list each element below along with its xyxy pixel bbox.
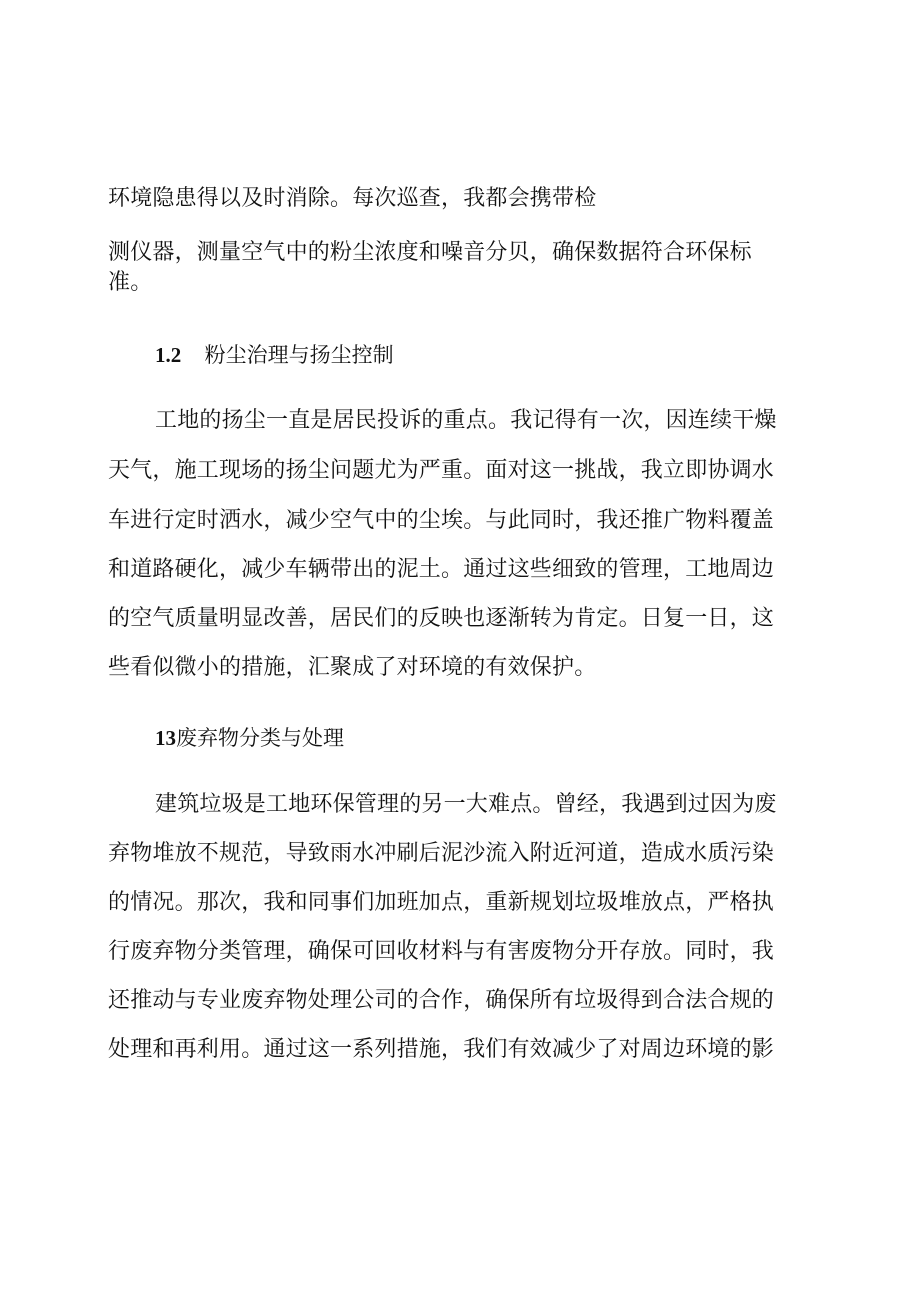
section-heading-1-2: [155, 342, 394, 368]
paragraph-line: 建筑垃圾是工地环保管理的另一大难点。曾经，我遇到过因为废: [155, 792, 777, 817]
paragraph-line: 些看似微小的措施，汇聚成了对环境的有效保护。: [108, 655, 597, 680]
paragraph-line: 还推动与专业废弃物处理公司的合作，确保所有垃圾得到合法合规的: [108, 988, 775, 1013]
paragraph-line: 准。: [108, 270, 153, 295]
paragraph-line: 天气，施工现场的扬尘问题尤为严重。面对这一挑战，我立即协调水: [108, 458, 775, 483]
section-heading-1-3: [155, 725, 344, 751]
paragraph-line: 测仪器，测量空气中的粉尘浓度和噪音分贝，确保数据符合环保标: [108, 240, 752, 265]
paragraph-line: 车进行定时洒水，减少空气中的尘埃。与此同时，我还推广物料覆盖: [108, 508, 775, 533]
paragraph-line: 处理和再利用。通过这一系列措施，我们有效减少了对周边环境的影: [108, 1037, 775, 1062]
paragraph-line: 的空气质量明显改善，居民们的反映也逐渐转为肯定。日复一日，这: [108, 606, 775, 631]
paragraph-line: 工地的扬尘一直是居民投诉的重点。我记得有一次，因连续干燥: [155, 408, 777, 433]
paragraph-line: 弃物堆放不规范，导致雨水冲刷后泥沙流入附近河道，造成水质污染: [108, 841, 775, 866]
section-number: 13: [155, 726, 176, 750]
paragraph-line: 的情况。那次，我和同事们加班加点，重新规划垃圾堆放点，严格执: [108, 890, 775, 915]
paragraph-line: 行废弃物分类管理，确保可回收材料与有害废物分开存放。同时，我: [108, 939, 775, 964]
paragraph-line: 环境隐患得以及时消除。每次巡查，我都会携带检: [108, 186, 597, 211]
section-title: 粉尘治理与扬尘控制: [204, 343, 394, 367]
section-title: 废弃物分类与处理: [176, 726, 344, 750]
section-number: 1.2: [155, 343, 182, 367]
paragraph-line: 和道路硬化，减少车辆带出的泥土。通过这些细致的管理，工地周边: [108, 557, 775, 582]
